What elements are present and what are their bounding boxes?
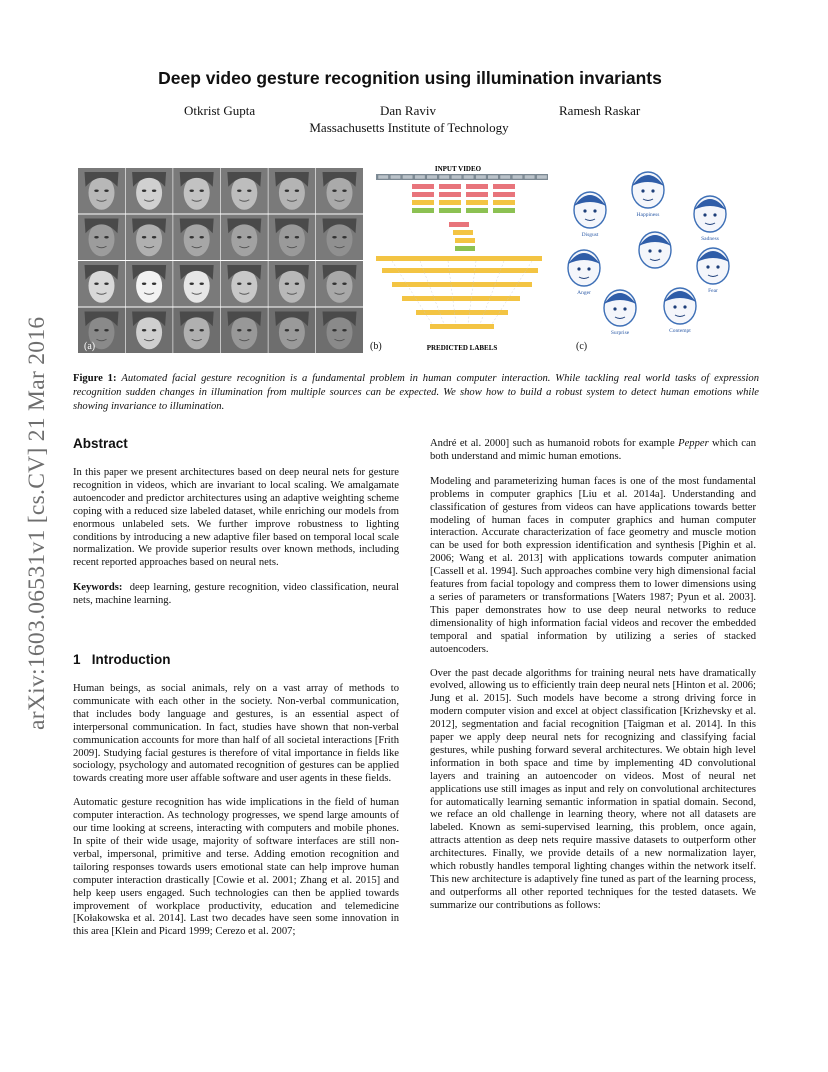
section-heading	[73, 652, 171, 667]
face-thumbnail	[78, 261, 125, 307]
keywords-text: deep learning, gesture recognition, video classification, neural nets, machine learning.	[73, 582, 399, 607]
layer-bar	[416, 310, 508, 315]
layer-block	[439, 192, 461, 197]
video-frame	[524, 175, 535, 179]
emotion-face	[632, 172, 664, 218]
paragraph: Modeling and parameterizing human faces is one of the most fundamental problems in computer graphics [Liu et al. 2014a]. Understanding and classification of gestures from videos can have applications towards better modeling of human faces in computer graphics and human computer interaction. Accurate characterization of face geometry and muscle motion can be used for both expression identification and synthesis [Pighin et al. 2006; Wang et al. 2013] with applications towards computer animation [Cassell et al. 1994]. Such approaches combine very high dimensional facial features from facial topology and compress them to lower dimensions using a series of parameters or transformations [Waters 1987; Pyun et al. 2003]. This paper demonstrates how to use deep neural networks to reduce dimensionality of high information facial videos and recover the embedded temporal and spatial information by utilizing a series of stacked autoencoders.	[430, 475, 756, 655]
face-thumbnail	[268, 308, 315, 354]
video-frame	[451, 175, 462, 179]
face-thumbnail	[268, 215, 315, 261]
author-name: Dan Raviv	[380, 103, 436, 118]
figure-network-diagram	[372, 160, 554, 356]
figure-emotion-faces	[560, 168, 750, 348]
arxiv-identifier: arXiv:1603.06531v1 [cs.CV] 21 Mar 2016	[24, 316, 50, 730]
layer-block	[493, 200, 515, 205]
abstract-heading: Abstract	[73, 436, 128, 451]
paragraph: Human beings, as social animals, rely on a vast array of methods to communicate with each other in the society. Non-verbal communication, that includes body language and gestures, is an essential aspect of interpersonal communication. In fact, studies have shown that non-verbal communication accounts for more than half of all societal interactions [Frith 2009]. Studying facial gestures is therefore of vital importance in fields like sociology, psychology and automated recognition of gestures can be applied towards creating more user affable software and user agents in these fields.	[73, 683, 399, 785]
layer-block	[412, 208, 434, 213]
emotion-face	[574, 192, 606, 238]
author-name: Ramesh Raskar	[559, 103, 641, 118]
face-thumbnail	[316, 261, 363, 307]
video-frame	[390, 175, 401, 179]
author-affiliation: Massachusetts Institute of Technology	[309, 120, 509, 135]
emotion-label: Happiness	[636, 212, 660, 218]
emotion-face	[604, 290, 636, 336]
paragraph: André et al. 2000] such as humanoid robots for example Pepper which can both understand and mimic human emotions.	[430, 438, 757, 462]
video-frame	[463, 175, 474, 179]
face-thumbnail	[126, 261, 173, 307]
abstract-body	[73, 467, 399, 619]
layer-block	[412, 200, 434, 205]
paragraph: Over the past decade algorithms for training neural nets have dramatically evolved, allowing us to efficiently train deep neural nets [Hinton et al. 2006; Jung et al. 2015]. Such models have become a strong driving force in modern computer vision and excel at object classification [Krizhevsky et al. 2012], segmentation and facial recognition [Taigman et al. 2014]. In this paper we apply deep neural nets for recognizing and classifying facial gestures, while pushing forward several architectures. We obtain high level information in both space and time by implementing 4D convolutional layers and training an autoencoder on videos. Most of neural net applications use still images as input and rely on convolutional architectures for automatically learning semantic information in spatial domain. Second, we reface an old challenge in learning theory, where not all datasets are labeled. Known as semi-supervised learning, this problem, once again, attracts attention as deep nets require massive datasets to outperform other architectures. Finally, we provide details of a new normalization layer, which robustly handles temporal lighting changes within the network itself. This new architecture is adaptively fine tuned as part of the learning process, and outperforms all other reported techniques for the tested datasets. We summarize our contributions as follows:	[430, 667, 756, 911]
intro-right-column	[430, 438, 756, 924]
panel-a-label: (a)	[84, 341, 96, 352]
section-title: Introduction	[91, 652, 171, 667]
panel-b-label: (b)	[370, 341, 382, 352]
layer-block	[412, 192, 434, 197]
emotion-label: Fear	[708, 288, 718, 294]
video-frame	[488, 175, 499, 179]
emotion-face	[697, 248, 729, 294]
layer-bar	[430, 324, 494, 329]
input-video-label: INPUT VIDEO	[434, 165, 482, 173]
author-name: Otkrist Gupta	[184, 103, 256, 118]
video-frame	[439, 175, 450, 179]
face-thumbnail	[173, 168, 220, 214]
emphasis-pepper: Pepper	[678, 438, 709, 449]
panel-c-label: (c)	[576, 341, 588, 352]
layer-block	[412, 184, 434, 189]
face-thumbnail	[173, 215, 220, 261]
emotion-face	[639, 232, 671, 268]
emotion-label: Surprise	[610, 330, 630, 336]
layer-block	[493, 208, 515, 213]
emotion-label: Anger	[577, 290, 591, 296]
emotion-face	[664, 288, 696, 334]
video-frame	[402, 175, 413, 179]
face-thumbnail	[268, 168, 315, 214]
face-thumbnail	[78, 168, 125, 214]
layer-block	[439, 200, 461, 205]
layer-block	[466, 192, 488, 197]
layer-block	[455, 238, 475, 243]
face-thumbnail	[126, 215, 173, 261]
layer-bar	[402, 296, 520, 301]
emotion-label: Sadness	[701, 236, 719, 242]
face-thumbnail	[221, 261, 268, 307]
video-frame	[415, 175, 426, 179]
face-thumbnail	[126, 168, 173, 214]
video-frame	[427, 175, 438, 179]
layer-block	[439, 208, 461, 213]
layer-block	[449, 222, 469, 227]
face-thumbnail	[316, 215, 363, 261]
face-thumbnail	[221, 308, 268, 354]
emotion-label: Contempt	[669, 328, 691, 334]
layer-bar	[392, 282, 532, 287]
face-thumbnail	[173, 261, 220, 307]
face-thumbnail	[221, 215, 268, 261]
intro-left-column	[73, 683, 399, 950]
video-frame	[500, 175, 511, 179]
emotion-label: Disgust	[581, 232, 599, 238]
abstract-text: In this paper we present architectures based on deep neural nets for gesture recognition in videos, which are invariant to local scaling. We amalgamate autoencoder and predictor architectures using an adaptive weighting scheme coping with a reduced size labeled dataset, while enriching our models from enormous unlabeled sets. We further improve robustness to lighting conditions by introducing a new adaptive filer based on temporal local scale normalization. We provide superior results over known methods, including recent reported approaches based on neural nets.	[73, 467, 399, 569]
paragraph: Automatic gesture recognition has wide implications in the field of human computer interaction. As technology progresses, we spend large amounts of our time looking at screens, interacting with computers and mobile phones. In spite of their wide usage, majority of software interfaces are still non-verbal, impersonal, primitive and terse. Adding emotion recognition and tailoring responses towards users emotional state can help improve human computer interaction drastically [Cowie et al. 2001; Zhang et al. 2015] and help keep users engaged. Such technologies can then be applied towards improvement of workplace productivity, education and telemedicine [Kołakowska et al. 2014]. Last two decades have seen some innovation in this area [Klein and Picard 1999; Cerezo et al. 2007;	[73, 797, 399, 938]
section-number: 1	[73, 652, 81, 667]
face-thumbnail	[78, 215, 125, 261]
layer-block	[439, 184, 461, 189]
face-thumbnail	[268, 261, 315, 307]
layer-block	[455, 246, 475, 251]
video-frame	[512, 175, 523, 179]
figure-face-grid	[78, 168, 364, 354]
face-thumbnail	[126, 308, 173, 354]
emotion-face	[694, 196, 726, 242]
face-thumbnail	[316, 168, 363, 214]
video-frame	[378, 175, 389, 179]
face-thumbnail	[173, 308, 220, 354]
layer-block	[493, 192, 515, 197]
layer-bar	[376, 256, 542, 261]
caption-label: Figure 1:	[73, 373, 117, 384]
face-thumbnail	[221, 168, 268, 214]
layer-block	[466, 208, 488, 213]
paper-title: Deep video gesture recognition using illumination invariants	[158, 68, 662, 88]
figure-caption	[73, 372, 759, 414]
video-frame	[537, 175, 548, 179]
face-thumbnail	[316, 308, 363, 354]
keywords-label: Keywords:	[73, 582, 123, 594]
layer-block	[466, 200, 488, 205]
predicted-labels-label: PREDICTED LABELS	[426, 344, 498, 352]
emotion-face	[568, 250, 600, 296]
layer-bar	[382, 268, 538, 273]
layer-block	[493, 184, 515, 189]
layer-block	[453, 230, 473, 235]
caption-text: Automated facial gesture recognition is a fundamental problem in human computer interaction. While tackling real world tasks of expression recognition sudden changes in illumination from multiple sources can be expected. We show how to build a robust system to detect human emotions while showing invariance to illumination.	[73, 373, 759, 412]
video-frame	[476, 175, 487, 179]
layer-block	[466, 184, 488, 189]
keywords	[73, 582, 399, 608]
